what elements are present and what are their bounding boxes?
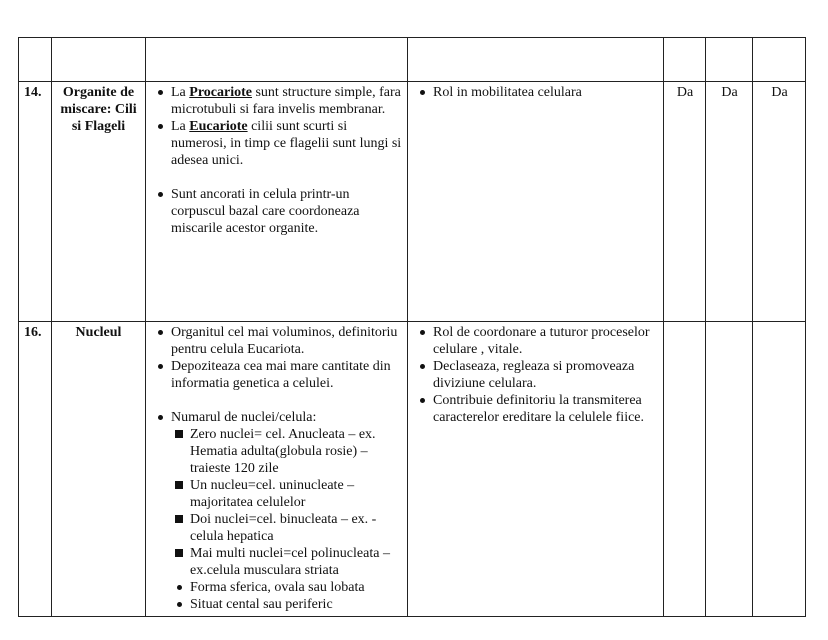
list-item: Depoziteaza cea mai mare cantitate din informatia genetica a celulei. (152, 358, 402, 392)
organelle-name: Organite de miscare: Cili si Flageli (52, 82, 146, 322)
flag-cell (753, 322, 806, 617)
row-number: 14. (19, 82, 52, 322)
list-item: Organitul cel mai voluminos, definitoriu pentru celula Eucariota. (152, 324, 402, 358)
list-item: Numarul de nuclei/celula: (152, 409, 402, 426)
organelle-name: Nucleul (52, 322, 146, 617)
table-row (19, 322, 806, 617)
list-item: La Eucariote cilii sunt scurti si numerosi, in timp ce flagelii sunt lungi si adesea unici. (152, 118, 402, 169)
sub-list-item: Situat cental sau periferic (171, 596, 402, 613)
flag-cell: Da (706, 82, 753, 322)
empty-cell (19, 38, 52, 82)
empty-header-row (19, 38, 806, 82)
empty-cell (408, 38, 664, 82)
structure-cell (146, 82, 408, 322)
sub-list-item: Un nucleu=cel. uninucleate – majoritatea celulelor (171, 477, 402, 511)
empty-cell (146, 38, 408, 82)
empty-cell (52, 38, 146, 82)
row-number: 16. (19, 322, 52, 617)
empty-cell (664, 38, 706, 82)
sub-list-item: Zero nuclei= cel. Anucleata – ex. Hematia adulta(globula rosie) – traieste 120 zile (171, 426, 402, 477)
organelle-table (18, 37, 806, 617)
list-item: Sunt ancorati in celula printr-un corpuscul bazal care coordoneaza miscarile acestor organite. (152, 186, 402, 237)
flag-cell (706, 322, 753, 617)
list-item: Rol de coordonare a tuturor proceselor celulare , vitale. (414, 324, 658, 358)
role-cell (408, 82, 664, 322)
list-item: Contribuie definitoriu la transmiterea caracterelor ereditare la celulele fiice. (414, 392, 658, 426)
sub-list-item: Doi nuclei=cel. binucleata – ex. - celula hepatica (171, 511, 402, 545)
flag-cell: Da (664, 82, 706, 322)
list-item: La Procariote sunt structure simple, fara microtubuli si fara invelis membranar. (152, 84, 402, 118)
empty-cell (706, 38, 753, 82)
flag-cell: Da (753, 82, 806, 322)
sub-list-item: Forma sferica, ovala sau lobata (171, 579, 402, 596)
structure-cell (146, 322, 408, 617)
sub-list-item: Mai multi nuclei=cel polinucleata – ex.celula musculara striata (171, 545, 402, 579)
list-item: Declaseaza, regleaza si promoveaza diviziune celulara. (414, 358, 658, 392)
table-row (19, 82, 806, 322)
empty-cell (753, 38, 806, 82)
list-item: Rol in mobilitatea celulara (414, 84, 658, 101)
role-cell (408, 322, 664, 617)
flag-cell (664, 322, 706, 617)
